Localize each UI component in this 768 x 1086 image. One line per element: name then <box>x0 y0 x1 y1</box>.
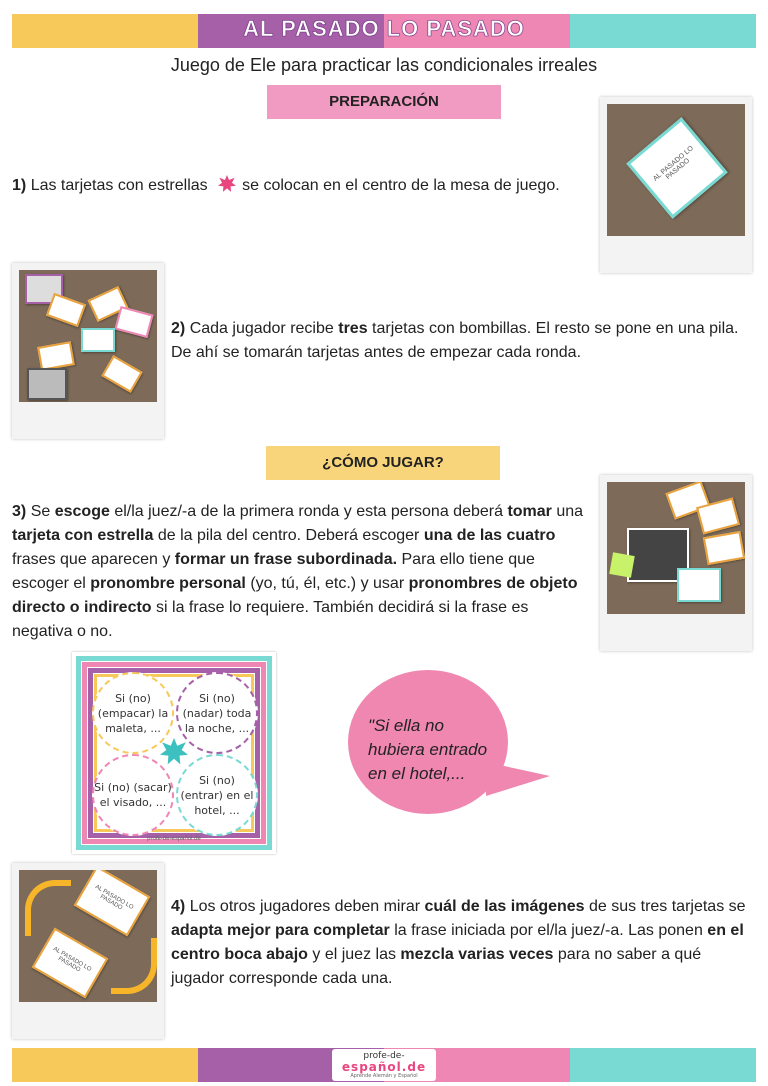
step-3-text: 3) Se escoge el/la juez/-a de la primera ronda y esta persona deberá tomar una tarjeta con estrella de la pila del centro. Deberá escoger una de las cuatro frases que aparecen y formar un frase subordinada. Para ello tiene que escoger el pronombre personal (yo, tú, él, etc.) y usar pronombres de objeto directo o indirecto si la frase lo requiere. También decidirá si la frase es negativa o no. <box>12 503 584 640</box>
bubble-text: "Si ella no hubiera entrado en el hotel,... <box>368 716 488 783</box>
photo-cards-man <box>600 475 752 651</box>
photo-shuffle-cards: AL PASADO LO PASADO AL PASADO LO PASADO <box>12 863 164 1039</box>
section-como-jugar: ¿CÓMO JUGAR? <box>266 446 500 480</box>
step-1-text: 1) Las tarjetas con estrellas se colocan en el centro de la mesa de juego. <box>12 177 560 194</box>
star-card-sentence-1: Si (no) (empacar) la maleta, ... <box>92 672 174 754</box>
star-icon <box>160 738 188 766</box>
page-title: AL PASADO LO PASADO <box>243 16 525 41</box>
star-card-sentence-4: Si (no) (entrar) en el hotel, ... <box>176 754 258 836</box>
page-subtitle: Juego de Ele para practicar las condicionales irreales <box>170 55 598 75</box>
arrow-icon <box>25 880 71 936</box>
star-icon <box>218 175 236 193</box>
step-2-text: 2) Cada jugador recibe tres tarjetas con bombillas. El resto se pone en una pila. De ahí se tomarán tarjetas antes de empezar cada ronda. <box>171 320 739 361</box>
logo: profe-de- español.de Aprende Alemán y Español <box>332 1049 436 1081</box>
speech-bubble <box>346 670 552 820</box>
section-preparacion: PREPARACIÓN <box>267 85 501 119</box>
star-card-sentence-2: Si (no) (nadar) toda la noche, ... <box>176 672 258 754</box>
star-card-footer: profe-de-español.de <box>147 836 201 842</box>
star-card-sentence-3: Si (no) (sacar) el visado, ... <box>92 754 174 836</box>
photo-cards-table <box>12 263 164 439</box>
star-card-photo: AL PASADO LO PASADO <box>626 117 727 218</box>
arrow-icon <box>111 938 157 994</box>
photo-star-card <box>600 97 752 273</box>
bottom-bar-yellow <box>12 1048 198 1082</box>
bottom-bar-teal <box>570 1048 756 1082</box>
step-4-text: 4) Los otros jugadores deben mirar cuál de las imágenes de sus tres tarjetas se adapta mejor para completar la frase iniciada por el/la juez/-a. Las ponen en el centro boca abajo y el juez las mezcla varias veces para no saber a qué jugador corresponde cada una. <box>171 898 746 987</box>
star-card-illustration <box>72 652 276 854</box>
